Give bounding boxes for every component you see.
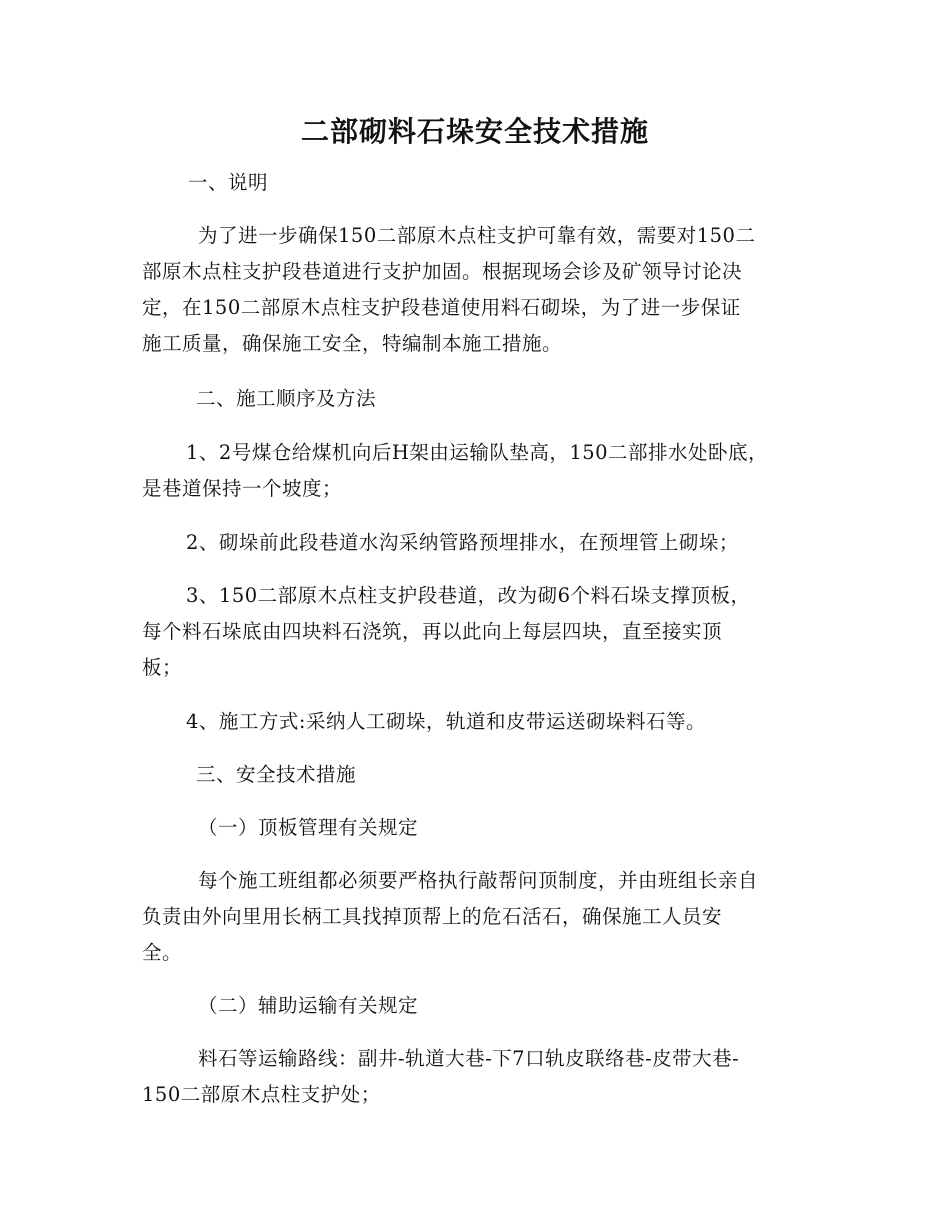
paragraph-line: 为了进一步确保150二部原木点柱支护可靠有效，需要对150二 — [198, 224, 756, 247]
list-item-line: 是巷道保持一个坡度； — [142, 477, 343, 500]
paragraph-line: 负责由外向里用长柄工具找掉顶帮上的危石活石，确保施工人员安 — [142, 905, 723, 928]
subsection-heading: （一）顶板管理有关规定 — [198, 816, 419, 839]
paragraph-line: 每个施工班组都必须要严格执行敲帮问顶制度，并由班组长亲自 — [198, 869, 759, 892]
paragraph-line: 定，在150二部原木点柱支护段巷道使用料石砌垛，为了进一步保证 — [142, 296, 741, 319]
paragraph-line: 料石等运输路线：副井-轨道大巷-下7口轨皮联络巷-皮带大巷- — [198, 1047, 740, 1070]
section-heading-safety: 三、安全技术措施 — [196, 763, 357, 786]
list-item-line: 板； — [142, 656, 183, 679]
list-item-line: 每个料石垛底由四块料石浇筑，再以此向上每层四块，直至接实顶 — [142, 620, 723, 643]
list-item-line: 1、2号煤仓给煤机向后H架由运输队垫高，150二部排水处卧底， — [186, 441, 769, 464]
paragraph-line: 部原木点柱支护段巷道进行支护加固。根据现场会诊及矿领导讨论决 — [142, 260, 743, 283]
paragraph-line: 150二部原木点柱支护处； — [142, 1083, 381, 1106]
paragraph-line: 全。 — [142, 941, 183, 964]
list-item-line: 2、砌垛前此段巷道水沟采纳管路预埋排水，在预埋管上砌垛； — [186, 531, 739, 554]
paragraph-line: 施工质量，确保施工安全，特编制本施工措施。 — [142, 332, 563, 355]
section-heading-procedure: 二、施工顺序及方法 — [196, 387, 377, 410]
document-title: 二部砌料石垛安全技术措施 — [300, 115, 649, 148]
subsection-heading: （二）辅助运输有关规定 — [198, 994, 419, 1017]
list-item-line: 4、施工方式:采纳人工砌垛，轨道和皮带运送砌垛料石等。 — [186, 710, 706, 733]
section-heading-explanation: 一、说明 — [188, 171, 269, 194]
list-item-line: 3、150二部原木点柱支护段巷道，改为砌6个料石垛支撑顶板， — [186, 584, 751, 607]
